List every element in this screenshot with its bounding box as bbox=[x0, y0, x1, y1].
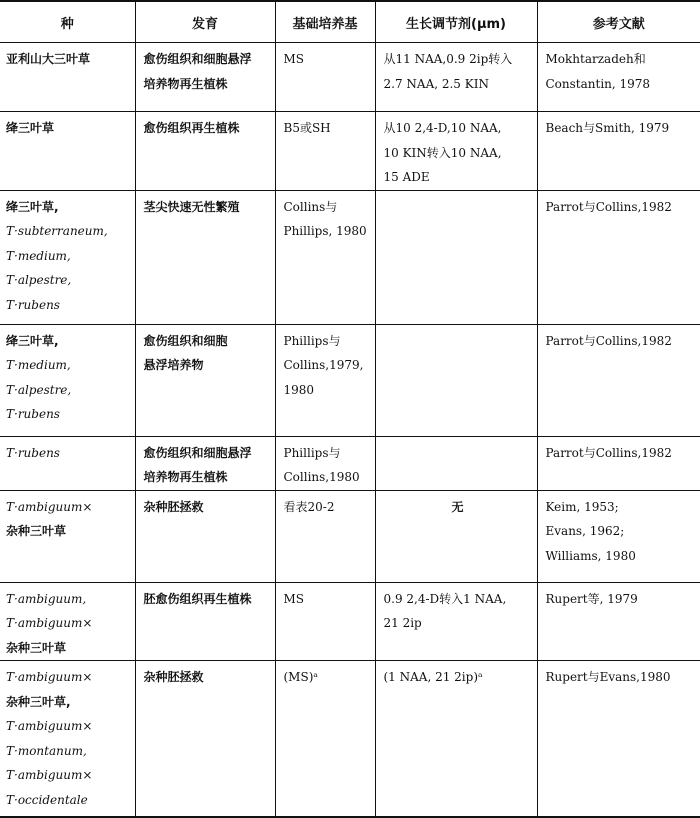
cell-development bbox=[135, 190, 275, 324]
header-references: 参考文献 bbox=[537, 1, 700, 43]
cell-regulators bbox=[375, 324, 537, 436]
cell-medium bbox=[275, 490, 375, 582]
development-line: 悬浮培养物 bbox=[143, 358, 204, 372]
cell-medium bbox=[275, 43, 375, 112]
references-line: Evans, 1962; bbox=[545, 524, 625, 538]
medium-line: Phillips, 1980 bbox=[283, 224, 367, 238]
cell-development bbox=[135, 661, 275, 818]
species-line: T·ambiguum, bbox=[6, 591, 87, 606]
regulators-line: 2.7 NAA, 2.5 KIN bbox=[383, 76, 489, 91]
species-line: 绛三叶草, bbox=[6, 333, 59, 348]
cell-development bbox=[135, 436, 275, 490]
species-line: T·montanum, bbox=[6, 743, 87, 758]
medium-line: 1980 bbox=[283, 382, 315, 397]
species-line: T·alpestre, bbox=[6, 382, 72, 397]
development-line: 愈伤组织和细胞悬浮 bbox=[143, 52, 252, 66]
species-line: T·ambiguum× bbox=[6, 499, 93, 514]
development-line: 培养物再生植株 bbox=[143, 76, 228, 91]
species-line: 亚利山大三叶草 bbox=[6, 52, 91, 66]
cell-regulators bbox=[375, 490, 537, 582]
regulators-line: 从10 2,4-D,10 NAA, bbox=[383, 121, 502, 135]
cell-medium bbox=[275, 661, 375, 818]
references-line: Rupert等, 1979 bbox=[545, 591, 638, 606]
cell-species bbox=[0, 582, 135, 661]
species-line: T·ambiguum× bbox=[6, 616, 93, 630]
table-row bbox=[0, 582, 700, 661]
cell-species bbox=[0, 661, 135, 818]
medium-line: MS bbox=[283, 52, 305, 66]
cell-references bbox=[537, 582, 700, 661]
cell-medium bbox=[275, 582, 375, 661]
medium-line: B5或SH bbox=[283, 121, 331, 135]
cell-development bbox=[135, 112, 275, 191]
cell-references bbox=[537, 661, 700, 818]
cell-references bbox=[537, 43, 700, 112]
regulators-line: 0.9 2,4-D转入1 NAA, bbox=[383, 591, 507, 606]
table-row bbox=[0, 43, 700, 112]
regulators-line: 21 2ip bbox=[383, 616, 422, 630]
species-line: T·rubens bbox=[6, 297, 60, 312]
species-line: 绛三叶草 bbox=[6, 121, 55, 135]
development-line: 愈伤组织再生植株 bbox=[143, 121, 240, 135]
cell-references bbox=[537, 112, 700, 191]
header-row bbox=[0, 1, 700, 43]
references-line: Williams, 1980 bbox=[545, 548, 636, 563]
cell-regulators bbox=[375, 112, 537, 191]
cell-references bbox=[537, 190, 700, 324]
header-species: 种 bbox=[0, 1, 135, 43]
species-line: T·medium, bbox=[6, 358, 71, 372]
cell-development bbox=[135, 324, 275, 436]
species-line: T·alpestre, bbox=[6, 273, 72, 287]
cell-species bbox=[0, 436, 135, 490]
table-row bbox=[0, 436, 700, 490]
references-line: Parrot与Collins,1982 bbox=[545, 445, 672, 460]
cell-medium bbox=[275, 436, 375, 490]
development-line: 杂种胚拯救 bbox=[143, 670, 204, 684]
cell-medium bbox=[275, 324, 375, 436]
references-line: Constantin, 1978 bbox=[545, 76, 651, 91]
cell-development bbox=[135, 43, 275, 112]
species-line: T·ambiguum× bbox=[6, 719, 93, 733]
development-line: 茎尖快速无性繁殖 bbox=[143, 199, 240, 214]
medium-line: Collins,1979, bbox=[283, 358, 364, 372]
cell-regulators bbox=[375, 190, 537, 324]
regulators-line: 15 ADE bbox=[383, 170, 430, 184]
species-line: 杂种三叶草 bbox=[6, 640, 67, 655]
regulators-line: 10 KIN转入10 NAA, bbox=[383, 145, 502, 160]
regulators-line: (1 NAA, 21 2ip)ᵃ bbox=[383, 670, 483, 684]
medium-line: Collins与 bbox=[283, 199, 338, 214]
cell-medium bbox=[275, 190, 375, 324]
cell-regulators bbox=[375, 661, 537, 818]
cell-references bbox=[537, 436, 700, 490]
table-row bbox=[0, 112, 700, 191]
cell-regulators bbox=[375, 436, 537, 490]
table-row bbox=[0, 190, 700, 324]
species-line: 杂种三叶草 bbox=[6, 524, 67, 538]
species-line: 杂种三叶草, bbox=[6, 694, 71, 709]
references-line: Parrot与Collins,1982 bbox=[545, 199, 672, 214]
species-line: T·subterraneum, bbox=[6, 224, 108, 238]
references-line: Keim, 1953; bbox=[545, 499, 619, 514]
species-line: T·rubens bbox=[6, 407, 60, 421]
table-row bbox=[0, 661, 700, 818]
medium-line: (MS)ᵃ bbox=[283, 670, 318, 684]
development-line: 培养物再生植株 bbox=[143, 470, 228, 484]
table-row bbox=[0, 324, 700, 436]
cell-species bbox=[0, 324, 135, 436]
medium-line: MS bbox=[283, 591, 305, 606]
cell-species bbox=[0, 490, 135, 582]
header-medium: 基础培养基 bbox=[275, 1, 375, 43]
cell-regulators bbox=[375, 43, 537, 112]
cell-development bbox=[135, 490, 275, 582]
cell-species bbox=[0, 190, 135, 324]
references-line: Mokhtarzadeh和 bbox=[545, 52, 646, 66]
species-line: T·ambiguum× bbox=[6, 768, 93, 782]
regulators-line: 从11 NAA,0.9 2ip转入 bbox=[383, 52, 513, 66]
references-line: Parrot与Collins,1982 bbox=[545, 333, 672, 348]
table-row bbox=[0, 490, 700, 582]
regulators-line: 无 bbox=[451, 499, 464, 514]
cell-development bbox=[135, 582, 275, 661]
header-regulators: 生长调节剂(μm) bbox=[375, 1, 537, 43]
cell-medium bbox=[275, 112, 375, 191]
development-line: 愈伤组织和细胞 bbox=[143, 333, 228, 348]
species-line: T·occidentale bbox=[6, 792, 88, 807]
references-line: Rupert与Evans,1980 bbox=[545, 670, 671, 684]
species-line: T·rubens bbox=[6, 445, 60, 460]
medium-line: Phillips与 bbox=[283, 445, 341, 460]
cell-species bbox=[0, 43, 135, 112]
cell-species bbox=[0, 112, 135, 191]
medium-line: Collins,1980 bbox=[283, 470, 360, 484]
cell-references bbox=[537, 490, 700, 582]
development-line: 胚愈伤组织再生植株 bbox=[143, 591, 252, 606]
medium-line: Phillips与 bbox=[283, 333, 341, 348]
references-line: Beach与Smith, 1979 bbox=[545, 121, 670, 135]
species-line: T·medium, bbox=[6, 248, 71, 263]
cell-references bbox=[537, 324, 700, 436]
header-development: 发育 bbox=[135, 1, 275, 43]
species-line: 绛三叶草, bbox=[6, 199, 59, 214]
development-line: 愈伤组织和细胞悬浮 bbox=[143, 445, 252, 460]
species-line: T·ambiguum× bbox=[6, 670, 93, 684]
development-line: 杂种胚拯救 bbox=[143, 499, 204, 514]
cell-regulators bbox=[375, 582, 537, 661]
medium-line: 看表20-2 bbox=[283, 499, 335, 514]
